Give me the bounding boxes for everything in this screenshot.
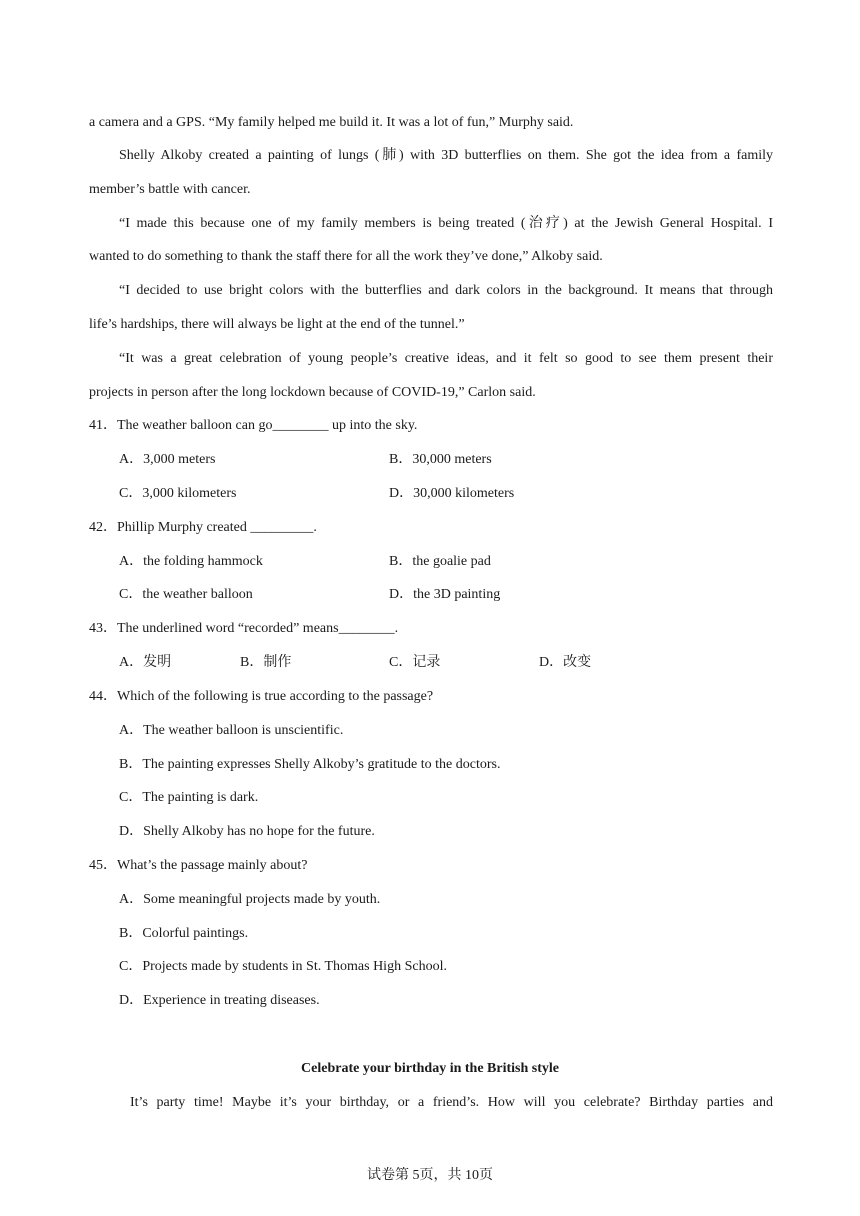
option-b: B．Colorful paintings.	[119, 926, 249, 941]
passage-line: wanted to do something to thank the staff there for all the work they’ve done,” Alkoby said.	[89, 249, 603, 264]
option-d: D．Experience in treating diseases.	[119, 993, 320, 1008]
question-stem: 43．The underlined word “recorded” means________.	[89, 621, 399, 636]
question-stem: 42．Phillip Murphy created _________.	[89, 520, 317, 535]
passage-line: “It was a great celebration of young people’s creative ideas, and it felt so good to see them present their	[119, 351, 773, 366]
option-a: A．The weather balloon is unscientific.	[119, 723, 344, 738]
passage-line: member’s battle with cancer.	[89, 182, 251, 197]
passage-line: projects in person after the long lockdown because of COVID-19,” Carlon said.	[89, 385, 536, 400]
option-b: B．the goalie pad	[389, 554, 491, 569]
option-c: C．记录	[389, 655, 441, 670]
option-a: A．3,000 meters	[119, 452, 216, 467]
option-b: B．The painting expresses Shelly Alkoby’s gratitude to the doctors.	[119, 757, 501, 772]
passage-line: “I decided to use bright colors with the butterflies and dark colors in the background. It means that through	[119, 283, 773, 298]
page-footer: 试卷第 5页，共 10页	[367, 1168, 493, 1183]
option-c: C．the weather balloon	[119, 587, 253, 602]
option-d: D．改变	[539, 655, 592, 670]
question-stem: 44．Which of the following is true according to the passage?	[89, 689, 434, 704]
option-a: A．the folding hammock	[119, 554, 263, 569]
option-d: D．the 3D painting	[389, 587, 501, 602]
question-stem: 45．What’s the passage mainly about?	[89, 858, 308, 873]
option-b: B．30,000 meters	[389, 452, 492, 467]
option-c: C．The painting is dark.	[119, 790, 259, 805]
option-d: D．30,000 kilometers	[389, 486, 515, 501]
option-a: A．发明	[119, 655, 172, 670]
option-b: B．制作	[240, 655, 292, 670]
option-d: D．Shelly Alkoby has no hope for the future.	[119, 824, 375, 839]
passage-line: life’s hardships, there will always be light at the end of the tunnel.”	[89, 317, 465, 332]
passage-title: Celebrate your birthday in the British style	[301, 1061, 559, 1076]
passage-line: “I made this because one of my family members is being treated (治疗) at the Jewish General Hospital. I	[119, 216, 773, 231]
option-c: C．3,000 kilometers	[119, 486, 237, 501]
passage-line: Shelly Alkoby created a painting of lungs (肺) with 3D butterflies on them. She got the idea from a family	[119, 148, 773, 163]
option-c: C．Projects made by students in St. Thomas High School.	[119, 959, 447, 974]
question-stem: 41．The weather balloon can go________ up into the sky.	[89, 418, 418, 433]
passage-line: a camera and a GPS. “My family helped me build it. It was a lot of fun,” Murphy said.	[89, 115, 574, 130]
passage-line: It’s party time! Maybe it’s your birthday, or a friend’s. How will you celebrate? Birthday parties and	[130, 1095, 773, 1110]
option-a: A．Some meaningful projects made by youth.	[119, 892, 381, 907]
